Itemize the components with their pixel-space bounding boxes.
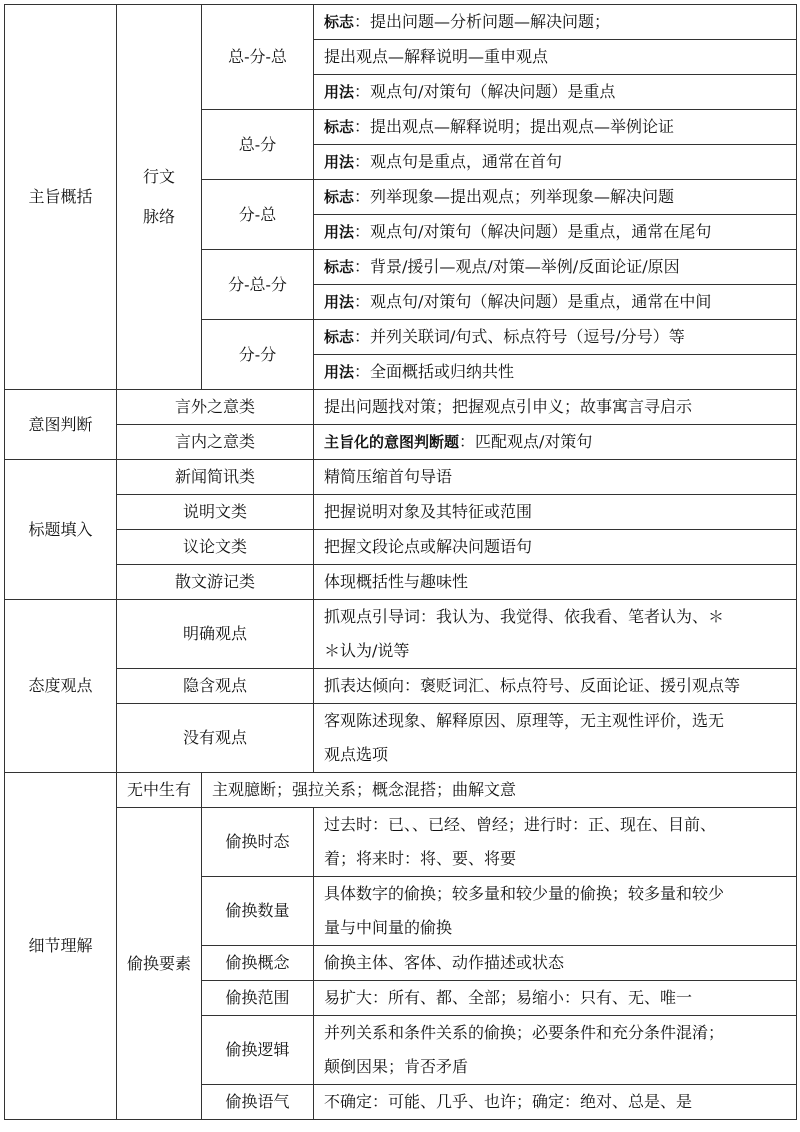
mark-text: ：提出问题—分析问题—解决问题； (354, 12, 611, 31)
row-name: 言外之意类 (117, 390, 314, 425)
desc-line: 观点选项 (324, 745, 389, 764)
pattern-mark (314, 110, 797, 145)
use-text: ：观点句/对策句（解决问题）是重点，通常在中间 (354, 292, 712, 311)
mark-text: ：提出观点—解释说明；提出观点—举例论证 (354, 117, 675, 136)
desc-bold: 主旨化的意图判断题 (324, 433, 460, 451)
row-name: 无中生有 (117, 773, 202, 808)
desc-line: 过去时：已、、已经、曾经；进行时：正、现在、目前、 (324, 815, 717, 834)
pattern-use (314, 215, 797, 250)
desc-line: 着；将来时：将、要、将要 (324, 849, 517, 868)
row-desc: 偷换主体、客体、动作描述或状态 (314, 946, 797, 981)
pattern-name: 分-总-分 (202, 250, 314, 320)
row-name: 议论文类 (117, 530, 314, 565)
row-name: 隐含观点 (117, 669, 314, 704)
use-label: 用法 (324, 293, 355, 311)
mark-label: 标志 (324, 188, 355, 206)
row-name: 偷换时态 (202, 808, 314, 877)
desc-line: ＊认为/说等 (324, 641, 410, 660)
section-title-taidu: 态度观点 (5, 600, 117, 773)
sub-title-line: 脉络 (142, 207, 175, 226)
pattern-use (314, 285, 797, 320)
use-text: ：观点句/对策句（解决问题）是重点 (354, 82, 616, 101)
pattern-mark (314, 250, 797, 285)
mark-label: 标志 (324, 13, 355, 31)
mark-text: ：背景/援引—观点/对策—举例/反面论证/原因 (354, 257, 680, 276)
row-desc: 提出问题找对策；把握观点引申义；故事寓言寻启示 (314, 390, 797, 425)
desc-line: 颠倒因果；肯否矛盾 (324, 1057, 469, 1076)
row-desc (314, 877, 797, 946)
row-desc (314, 425, 797, 460)
desc-text: ：匹配观点/对策句 (459, 432, 593, 451)
row-desc: 精简压缩首句导语 (314, 460, 797, 495)
desc-line: 量与中间量的偷换 (324, 918, 453, 937)
desc-line: 客观陈述现象、解释原因、原理等，无主观性评价，选无 (324, 711, 725, 730)
use-label: 用法 (324, 223, 355, 241)
knowledge-table (4, 4, 797, 1120)
row-desc (314, 1016, 797, 1085)
pattern-use (314, 75, 797, 110)
section-title-zhuzhi: 主旨概括 (5, 5, 117, 390)
row-name: 偷换逻辑 (202, 1016, 314, 1085)
use-text: ：观点句/对策句（解决问题）是重点，通常在尾句 (354, 222, 712, 241)
row-desc (314, 704, 797, 773)
pattern-use (314, 145, 797, 180)
row-desc: 体现概括性与趣味性 (314, 565, 797, 600)
row-name: 散文游记类 (117, 565, 314, 600)
use-text: ：全面概括或归纳共性 (354, 362, 515, 381)
row-name: 说明文类 (117, 495, 314, 530)
sub-title-touhuan: 偷换要素 (117, 808, 202, 1120)
use-text: ：观点句是重点，通常在首句 (354, 152, 563, 171)
mark-label: 标志 (324, 118, 355, 136)
row-desc: 把握文段论点或解决问题语句 (314, 530, 797, 565)
use-label: 用法 (324, 83, 355, 101)
pattern-mark-cont: 提出观点—解释说明—重申观点 (314, 40, 797, 75)
row-desc: 把握说明对象及其特征或范围 (314, 495, 797, 530)
row-name: 新闻简讯类 (117, 460, 314, 495)
pattern-mark (314, 5, 797, 40)
row-name: 偷换范围 (202, 981, 314, 1016)
row-name: 偷换概念 (202, 946, 314, 981)
sub-title-line: 行文 (142, 167, 175, 186)
mark-text: ：列举现象—提出观点；列举现象—解决问题 (354, 187, 675, 206)
row-name: 明确观点 (117, 600, 314, 669)
pattern-name: 总-分-总 (202, 5, 314, 110)
pattern-name: 分-总 (202, 180, 314, 250)
row-desc (314, 600, 797, 669)
pattern-use (314, 355, 797, 390)
row-desc: 易扩大：所有、都、全部；易缩小：只有、无、唯一 (314, 981, 797, 1016)
row-desc: 抓表达倾向：褒贬词汇、标点符号、反面论证、援引观点等 (314, 669, 797, 704)
section-title-xijie: 细节理解 (5, 773, 117, 1120)
section-title-biaoti: 标题填入 (5, 460, 117, 600)
desc-line: 具体数字的偷换；较多量和较少量的偷换；较多量和较少 (324, 884, 725, 903)
desc-line: 抓观点引导词：我认为、我觉得、依我看、笔者认为、＊ (324, 607, 725, 626)
pattern-name: 总-分 (202, 110, 314, 180)
row-name: 偷换数量 (202, 877, 314, 946)
desc-line: 并列关系和条件关系的偷换；必要条件和充分条件混淆； (324, 1023, 725, 1042)
mark-text: ：并列关联词/句式、标点符号（逗号/分号）等 (354, 327, 685, 346)
use-label: 用法 (324, 363, 355, 381)
sub-title-xingwen (117, 5, 202, 390)
pattern-mark (314, 320, 797, 355)
mark-label: 标志 (324, 258, 355, 276)
row-name: 言内之意类 (117, 425, 314, 460)
mark-label: 标志 (324, 328, 355, 346)
use-label: 用法 (324, 153, 355, 171)
pattern-mark (314, 180, 797, 215)
row-name: 没有观点 (117, 704, 314, 773)
row-desc (314, 808, 797, 877)
row-name: 偷换语气 (202, 1085, 314, 1120)
row-desc: 主观臆断；强拉关系；概念混搭；曲解文意 (202, 773, 797, 808)
section-title-yitu: 意图判断 (5, 390, 117, 460)
row-desc: 不确定：可能、几乎、也许；确定：绝对、总是、是 (314, 1085, 797, 1120)
pattern-name: 分-分 (202, 320, 314, 390)
